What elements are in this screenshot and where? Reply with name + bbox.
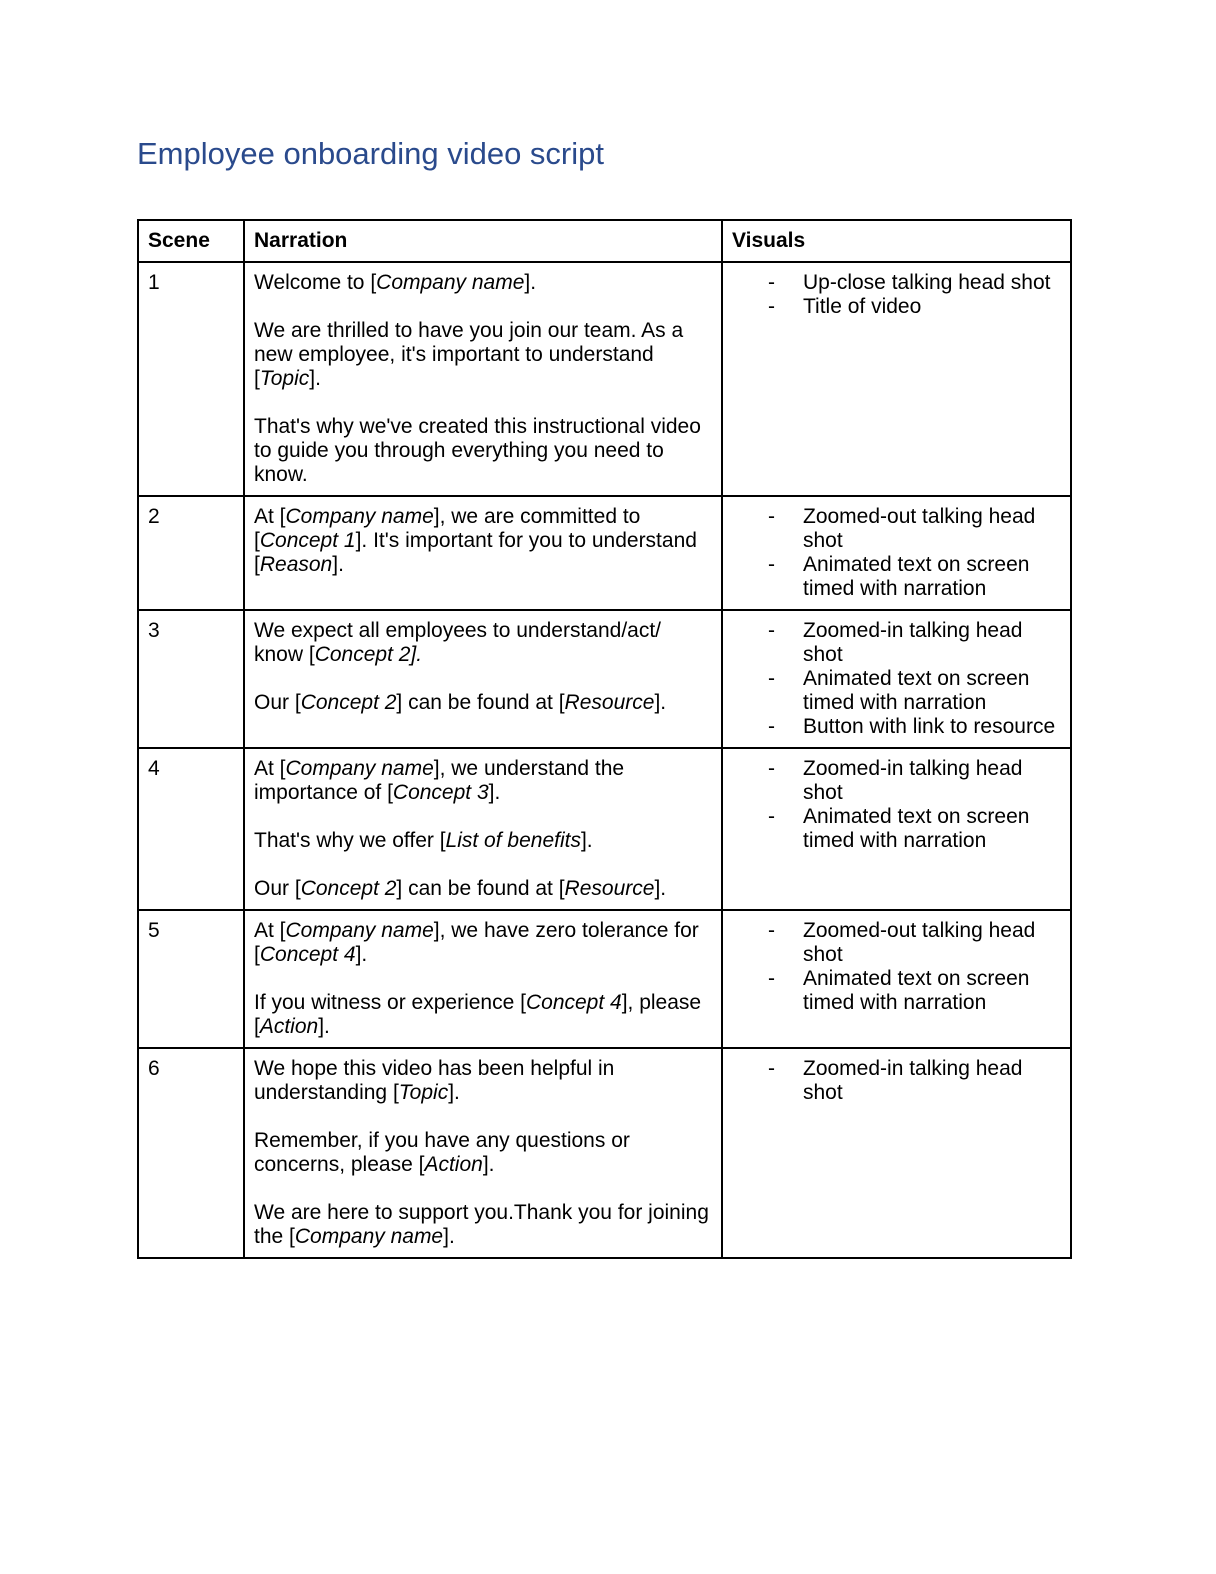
- placeholder-text: Company name: [285, 505, 434, 528]
- visuals-cell: [722, 910, 1071, 1048]
- narration-paragraph: [254, 691, 712, 715]
- visual-item: - Button with link to resource: [803, 715, 1061, 739]
- narration-text: ].: [309, 367, 321, 390]
- narration-text: ].: [488, 781, 501, 804]
- visuals-list: [732, 505, 1061, 601]
- narration-text: ].: [654, 877, 667, 900]
- placeholder-text: Topic: [398, 1081, 449, 1104]
- narration-text: ].: [318, 1015, 330, 1038]
- narration-text: ], we understand the importance of [: [254, 757, 625, 804]
- scene-number: 6: [138, 1048, 244, 1258]
- page-title: Employee onboarding video script: [137, 136, 604, 171]
- scene-number: 4: [138, 748, 244, 910]
- visuals-list: [732, 271, 1061, 319]
- visual-item: - Animated text on screen timed with narration: [803, 805, 1061, 853]
- visuals-list: [732, 1057, 1061, 1105]
- placeholder-text: Company name: [376, 271, 525, 294]
- visuals-cell: [722, 496, 1071, 610]
- scene-number: 1: [138, 262, 244, 496]
- scene-number: 3: [138, 610, 244, 748]
- visuals-cell: [722, 610, 1071, 748]
- visual-item: - Title of video: [803, 295, 1061, 319]
- narration-cell: [244, 1048, 722, 1258]
- narration-text: ], we have zero tolerance for [: [254, 919, 699, 966]
- placeholder-text: Concept 1: [259, 529, 356, 552]
- narration-cell: [244, 748, 722, 910]
- table-row: [138, 1048, 1071, 1258]
- narration-paragraph: [254, 991, 712, 1039]
- narration-paragraph: [254, 271, 712, 295]
- narration-text: At [: [254, 757, 286, 780]
- narration-text: That's why we offer [: [254, 829, 446, 852]
- visual-item: - Up-close talking head shot: [803, 271, 1061, 295]
- narration-text: Welcome to [: [254, 271, 377, 294]
- visuals-list: [732, 619, 1061, 739]
- narration-paragraph: [254, 1201, 712, 1249]
- narration-paragraph: [254, 757, 712, 805]
- placeholder-text: Concept 2: [300, 691, 397, 714]
- visual-item: - Animated text on screen timed with narration: [803, 667, 1061, 715]
- visual-item: - Zoomed-out talking head shot: [803, 919, 1061, 967]
- narration-text: ], please [: [254, 991, 702, 1038]
- visual-item: - Zoomed-in talking head shot: [803, 619, 1061, 667]
- narration-text: At [: [254, 919, 286, 942]
- visual-item: - Zoomed-in talking head shot: [803, 1057, 1061, 1105]
- placeholder-text: Reason: [259, 553, 333, 576]
- placeholder-text: Resource: [564, 691, 655, 714]
- narration-cell: [244, 496, 722, 610]
- visual-item: - Animated text on screen timed with narration: [803, 967, 1061, 1015]
- placeholder-text: Company name: [294, 1225, 444, 1248]
- narration-paragraph: [254, 505, 712, 577]
- narration-text: We are thrilled to have you join our team. As a new employee, it's important to understand [: [254, 319, 684, 390]
- narration-paragraph: [254, 319, 712, 391]
- placeholder-text: Resource: [564, 877, 655, 900]
- narration-text: ].: [482, 1153, 495, 1176]
- narration-text: That's why we've created this instructional video to guide you through everything you need to know.: [254, 415, 701, 486]
- header-narration: Narration: [244, 220, 722, 262]
- table-row: [138, 262, 1071, 496]
- narration-text: At [: [254, 505, 286, 528]
- visuals-list: [732, 919, 1061, 1015]
- narration-paragraph: [254, 1057, 712, 1105]
- narration-paragraph: [254, 619, 712, 667]
- table-row: [138, 610, 1071, 748]
- narration-text: ].: [355, 943, 368, 966]
- narration-text: Remember, if you have any questions or concerns, please [: [254, 1129, 630, 1176]
- placeholder-text: Concept 4: [259, 943, 356, 966]
- narration-text: We expect all employees to understand/act/ know [: [254, 619, 662, 666]
- narration-paragraph: [254, 415, 712, 487]
- placeholder-text: Concept 2].: [314, 643, 423, 666]
- scene-number: 5: [138, 910, 244, 1048]
- header-scene: Scene: [138, 220, 244, 262]
- table-row: [138, 496, 1071, 610]
- narration-text: ].: [448, 1081, 460, 1104]
- header-visuals: Visuals: [722, 220, 1071, 262]
- placeholder-text: Company name: [285, 757, 434, 780]
- placeholder-text: Concept 4: [525, 991, 622, 1014]
- narration-text: ].: [443, 1225, 455, 1248]
- narration-text: ].: [654, 691, 667, 714]
- narration-cell: [244, 910, 722, 1048]
- narration-text: Our [: [254, 691, 301, 714]
- narration-paragraph: [254, 1129, 712, 1177]
- visual-item: - Zoomed-out talking head shot: [803, 505, 1061, 553]
- visual-item: - Zoomed-in talking head shot: [803, 757, 1061, 805]
- narration-text: ] can be found at [: [396, 877, 565, 900]
- narration-text: We are here to support you.Thank you for joining the [: [254, 1201, 709, 1248]
- placeholder-text: Action: [424, 1153, 483, 1176]
- visuals-cell: [722, 262, 1071, 496]
- visuals-list: [732, 757, 1061, 853]
- narration-paragraph: [254, 877, 712, 901]
- narration-text: ], we are committed to [: [254, 505, 641, 552]
- narration-paragraph: [254, 919, 712, 967]
- table-body: [138, 262, 1071, 1258]
- narration-cell: [244, 610, 722, 748]
- visual-item: - Animated text on screen timed with narration: [803, 553, 1061, 601]
- narration-text: Our [: [254, 877, 301, 900]
- narration-text: We hope this video has been helpful in understanding [: [254, 1057, 615, 1104]
- table-header-row: [138, 220, 1071, 262]
- placeholder-text: Concept 2: [300, 877, 397, 900]
- table-row: [138, 910, 1071, 1048]
- narration-text: ].: [332, 553, 344, 576]
- placeholder-text: Action: [259, 1015, 319, 1038]
- script-table: [137, 219, 1072, 1259]
- scene-number: 2: [138, 496, 244, 610]
- narration-text: ] can be found at [: [396, 691, 565, 714]
- narration-text: ].: [524, 271, 537, 294]
- visuals-cell: [722, 1048, 1071, 1258]
- placeholder-text: Company name: [285, 919, 434, 942]
- narration-cell: [244, 262, 722, 496]
- placeholder-text: Topic: [259, 367, 310, 390]
- narration-paragraph: [254, 829, 712, 853]
- placeholder-text: Concept 3: [392, 781, 489, 804]
- narration-text: ].: [580, 829, 593, 852]
- narration-text: If you witness or experience [: [254, 991, 526, 1014]
- narration-text: ]. It's important for you to understand [: [254, 529, 697, 576]
- visuals-cell: [722, 748, 1071, 910]
- table-row: [138, 748, 1071, 910]
- placeholder-text: List of benefits: [445, 829, 581, 852]
